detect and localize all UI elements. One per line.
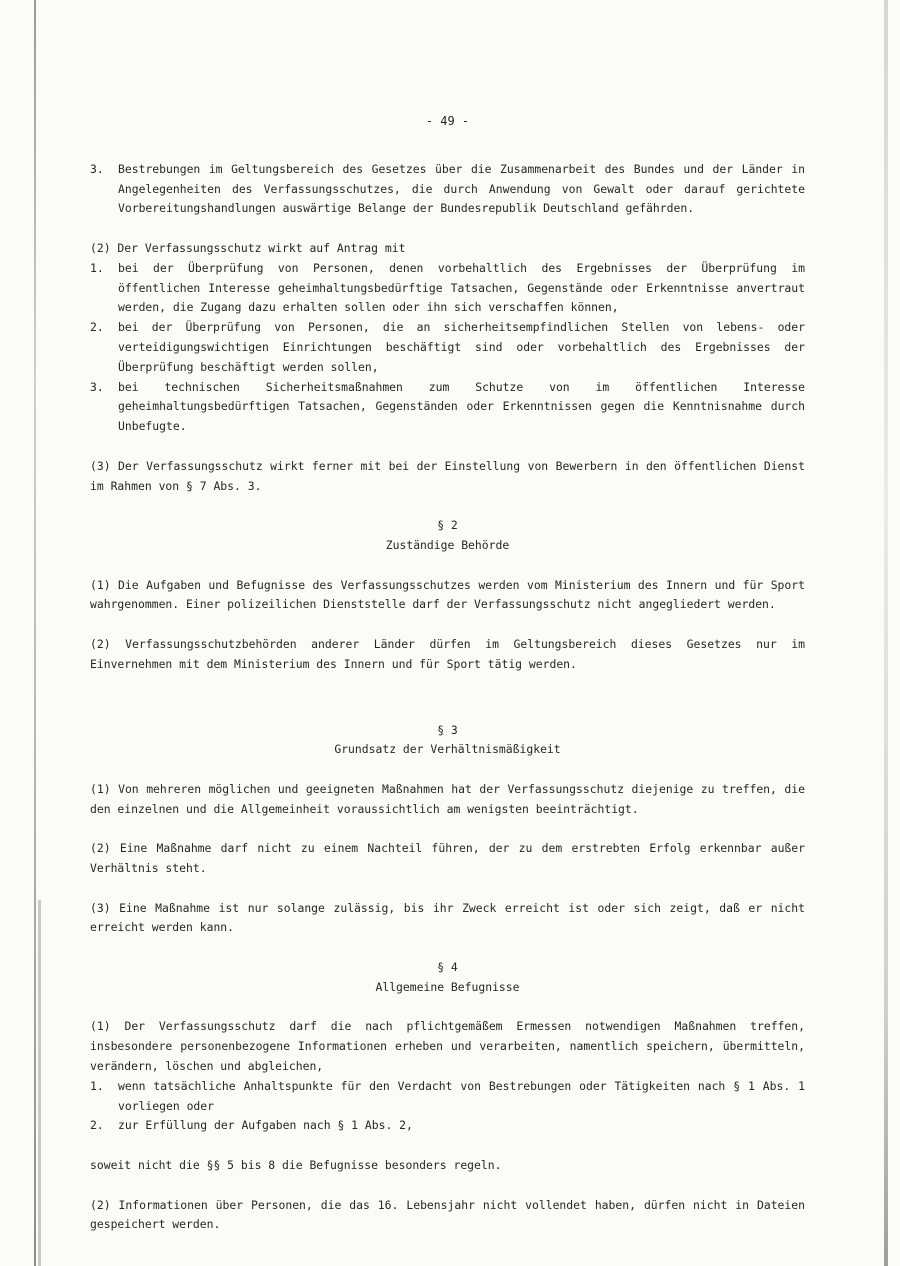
list-item [90,378,805,437]
list-item-number: 2. [90,320,104,335]
paragraph-2-intro: (2) Der Verfassungsschutz wirkt auf Antrag mit [90,240,406,255]
list-item-text: bei der Überprüfung von Personen, die an sicherheitsempfindlichen Stellen von lebens- oder verteidigungswichtigen Einrichtungen beschäftigt sind oder vorbehaltlich des Ergebnisses der Überprüfung beschäftigt werden sollen, [118,320,805,374]
section-2-title: Zuständige Behörde [385,537,510,552]
section-4-paragraph-2: (2) Informationen über Personen, die das 16. Lebensjahr nicht vollendet haben, dürfen nicht in Dateien gespeichert werden. [90,1197,805,1232]
scan-edge-left-secondary [38,900,41,1266]
list-item-number: 3. [90,379,104,394]
scan-edge-left [34,0,36,1266]
section-3-paragraph-2: (2) Eine Maßnahme darf nicht zu einem Nachteil führen, der zu dem erstrebten Erfolg erkennbar außer Verhältnis steht. [90,841,805,876]
list-item-text: bei technischen Sicherheitsmaßnahmen zum Schutze von im öffentlichen Interesse geheimhaltungsbedürftigen Tatsachen, Gegenständen oder Erkenntnissen gegen die Kenntnisnahme durch Unbefugte. [118,379,805,434]
list-item [90,318,805,377]
section-2-paragraph-2: (2) Verfassungsschutzbehörden anderer Länder dürfen im Geltungsbereich dieses Gesetzes nur im Einvernehmen mit dem Ministerium des Innern und für Sport tätig werden. [90,636,805,671]
list-item [90,160,805,219]
section-3-paragraph-1: (1) Von mehreren möglichen und geeigneten Maßnahmen hat der Verfassungsschutz diejenige zu treffen, die den einzelnen und die Allgemeinheit voraussichtlich am wenigsten beeinträchtigt. [90,781,805,816]
list-item-text: zur Erfüllung der Aufgaben nach § 1 Abs. 2, [118,1118,413,1133]
list-item [90,1077,805,1117]
section-3-sign: § 3 [437,722,458,737]
section-3-title: Grundsatz der Verhältnismäßigkeit [334,742,561,757]
section-4-paragraph-1-intro: (1) Der Verfassungsschutz darf die nach pflichtgemäßem Ermessen notwendigen Maßnahmen treffen, insbesondere personenbezogene Informationen erheben und verarbeiten, namentlich speichern, übermitteln, verändern, löschen und abgleichen, [90,1019,805,1074]
list-item-number: 2. [90,1118,104,1133]
section-4-paragraph-1-outro: soweit nicht die §§ 5 bis 8 die Befugnisse besonders regeln. [90,1158,502,1173]
list-item-number: 3. [90,161,104,176]
list-item [90,259,805,318]
list-item-text: Bestrebungen im Geltungsbereich des Gesetzes über die Zusammenarbeit des Bundes und der Länder in Angelegenheiten des Verfassungsschutzes, die durch Anwendung von Gewalt oder darauf gerichtete Vorbereitungshandlungen auswärtige Belange der Bundesrepublik Deutschland gefährden. [118,161,805,216]
section-2-sign: § 2 [437,518,458,533]
section-4-title: Allgemeine Befugnisse [375,979,520,994]
list-item-number: 1. [90,1078,104,1093]
list-item-text: bei der Überprüfung von Personen, denen vorbehaltlich des Ergebnisses der Überprüfung im öffentlichen Interesse geheimhaltungsbedürftige Tatsachen, Gegenstände oder Erkenntnisse anvertraut werden, die Zugang dazu erhalten sollen oder ihn sich verschaffen können, [118,260,805,315]
section-4-sign: § 4 [437,960,458,975]
page-number: - 49 - [425,114,470,128]
paragraph-3: (3) Der Verfassungsschutz wirkt ferner mit bei der Einstellung von Bewerbern in den öffentlichen Dienst im Rahmen von § 7 Abs. 3. [90,458,805,493]
section-3-paragraph-3: (3) Eine Maßnahme ist nur solange zulässig, bis ihr Zweck erreicht ist oder sich zeigt, daß er nicht erreicht werden kann. [90,900,805,935]
list-item-text: wenn tatsächliche Anhaltspunkte für den Verdacht von Bestrebungen oder Tätigkeiten nach § 1 Abs. 1 vorliegen oder [118,1078,805,1113]
page-content [90,112,805,1235]
list-item-number: 1. [90,260,104,275]
scan-edge-right [884,0,888,1266]
section-2-paragraph-1: (1) Die Aufgaben und Befugnisse des Verfassungsschutzes werden vom Ministerium des Innern und für Sport wahrgenommen. Einer polizeilichen Dienststelle darf der Verfassungsschutz nicht angegliedert werden. [90,577,805,612]
list-item [90,1116,805,1136]
